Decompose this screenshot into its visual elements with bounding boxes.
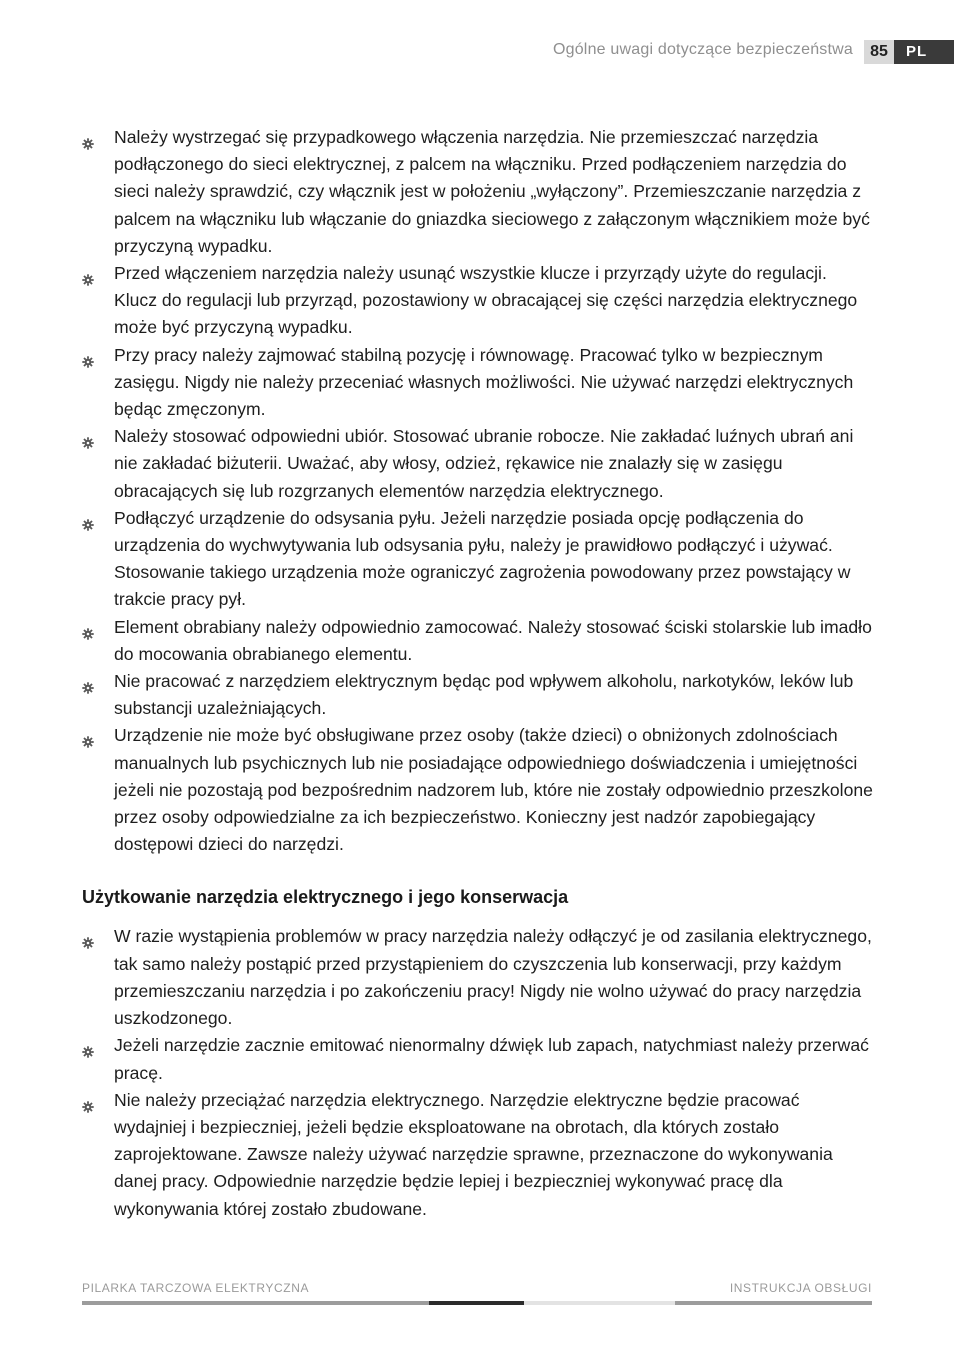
list-item	[82, 505, 874, 614]
list-item-text: Podłączyć urządzenie do odsysania pyłu. Jeżeli narzędzie posiada opcję podłączenia do urządzenia do wychwytywania lub odsysania pyłu, należy je prawidłowo podłączyć i używać. Stosowanie takiego urządzenia może ograniczyć zagrożenia powodowany przez powstający w trakcie pracy pył.	[114, 507, 851, 610]
gear-bullet-icon	[82, 675, 94, 687]
gear-bullet-icon	[82, 131, 94, 143]
list-item	[82, 722, 874, 858]
language-badge: PL	[894, 40, 954, 64]
list-item	[82, 124, 874, 260]
gear-bullet-icon	[82, 512, 94, 524]
footer-product-name: PILARKA TARCZOWA ELEKTRYCZNA	[82, 1281, 310, 1295]
list-item-text: W razie wystąpienia problemów w pracy narzędzia należy odłączyć je od zasilania elektrycznego, tak samo należy postąpić przed przystąpieniem do czyszczenia lub konserwacji, przy każdym przemieszczaniu narzędzia i po zakończeniu pracy! Nigdy nie wolno używać do pracy narzędzia uszkodzonego.	[114, 926, 872, 1029]
gear-bullet-icon	[82, 621, 94, 633]
list-item	[82, 923, 874, 1032]
list-item-text: Nie pracować z narzędziem elektrycznym będąc pod wpływem alkoholu, narkotyków, leków lub substancji uzależniających.	[114, 671, 854, 719]
footer-bar-segment	[675, 1301, 872, 1305]
gear-bullet-icon	[82, 1039, 94, 1051]
list-item-text: Należy stosować odpowiedni ubiór. Stosować ubranie robocze. Nie zakładać luźnych ubrań ani nie zakładać biżuterii. Uważać, aby włosy, odzież, rękawice nie znalazły się w zasięgu obracających się lub rozgrzanych elementów narzędzia elektrycznego.	[114, 426, 854, 501]
list-item-text: Element obrabiany należy odpowiednio zamocować. Należy stosować ściski stolarskie lub imadło do mocowania obrabianego elementu.	[114, 616, 872, 664]
safety-list-usage	[82, 923, 874, 1222]
section-heading: Użytkowanie narzędzia elektrycznego i jego konserwacja	[82, 887, 569, 908]
gear-bullet-icon	[82, 349, 94, 361]
list-item-text: Urządzenie nie może być obsługiwane przez osoby (także dzieci) o obniżonych zdolnościach manualnych lub psychicznych lub nie posiadające odpowiedniego doświadczenia i umiejętności jeżeli nie pozostają pod bezpośrednim nadzorem lub, które nie zostały odpowiednio przeszkolone przez osoby odpowiedzialne za ich bezpieczeństwo. Konieczny jest nadzór zapobiegający dostępowi dzieci do narzędzi.	[114, 725, 873, 855]
gear-bullet-icon	[82, 267, 94, 279]
list-item	[82, 1087, 874, 1223]
header-title: Ogólne uwagi dotyczące bezpieczeństwa	[552, 41, 853, 58]
list-item	[82, 614, 874, 668]
list-item-text: Przy pracy należy zajmować stabilną pozycję i równowagę. Pracować tylko w bezpiecznym zasięgu. Nigdy nie należy przeceniać własnych możliwości. Nie używać narzędzi elektrycznych będąc zmęczonym.	[114, 344, 854, 420]
gear-bullet-icon	[82, 430, 94, 442]
gear-bullet-icon	[82, 729, 94, 741]
page-number: 85	[864, 40, 894, 64]
list-item	[82, 260, 874, 342]
list-item	[82, 423, 874, 505]
safety-list-general	[82, 124, 874, 858]
page-content	[82, 124, 874, 1223]
gear-bullet-icon	[82, 1094, 94, 1106]
list-item-text: Przed włączeniem narzędzia należy usunąć wszystkie klucze i przyrządy użyte do regulacji. Klucz do regulacji lub przyrząd, pozostawiony w obracającej się części narzędzia elektrycznego może być przyczyną wypadku.	[114, 263, 858, 338]
list-item-text: Jeżeli narzędzie zacznie emitować nienormalny dźwięk lub zapach, natychmiast należy przerwać pracę.	[114, 1035, 869, 1083]
footer-manual-label: INSTRUKCJA OBSŁUGI	[729, 1281, 872, 1295]
footer-bar-segment	[82, 1301, 429, 1305]
list-item	[82, 1032, 874, 1086]
footer-bar-segment	[524, 1301, 675, 1305]
list-item	[82, 668, 874, 722]
gear-bullet-icon	[82, 930, 94, 942]
footer-bar-segment	[429, 1301, 524, 1305]
list-item	[82, 342, 874, 424]
list-item-text: Należy wystrzegać się przypadkowego włączenia narzędzia. Nie przemieszczać narzędzia podłączonego do sieci elektrycznej, z palcem na włączniku. Przed podłączeniem narzędzia do sieci należy sprawdzić, czy włącznik jest w położeniu „wyłączony”. Przemieszczanie narzędzia z palcem na włączniku lub włączanie do gniazdka sieciowego z załączonym włącznikiem może być przyczyną wypadku.	[114, 127, 870, 256]
list-item-text: Nie należy przeciążać narzędzia elektrycznego. Narzędzie elektryczne będzie pracować wydajniej i bezpieczniej, jeżeli będzie eksploatowane na obrotach, dla których zostało zaprojektowane. Zawsze należy używać narzędzie sprawne, przeznaczone do wykonywania danej pracy. Odpowiednie narzędzie będzie lepiej i bezpieczniej wykonywać pracę dla wykonywania której zostało zbudowane.	[114, 1089, 833, 1219]
